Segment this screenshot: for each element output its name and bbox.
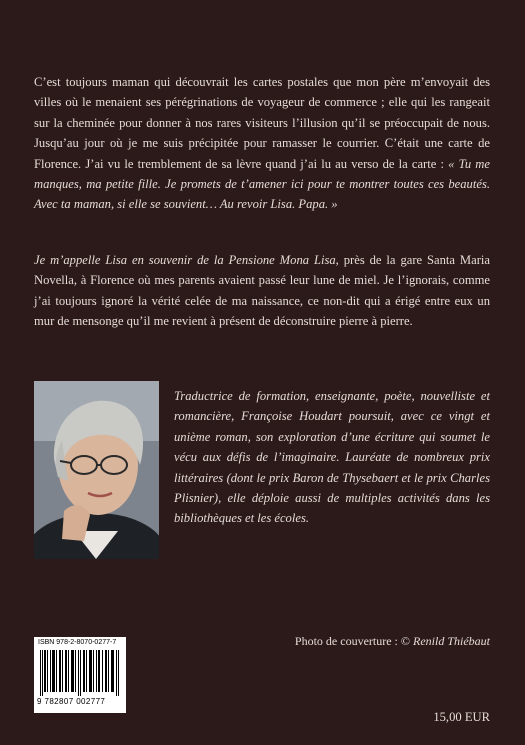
synopsis-text: C’est toujours maman qui découvrait les cartes postales que mon père m’envoyait des villes où le menaient ses pérégrinations de voyageur de commerce ; elle qui les rangeait sur la cheminée pour donner à nos rares visiteurs l’illusion qu’il se préoccupait de nous. Jusqu’au jour où je me suis précipitée pour ramasser le courrier. C’était une carte de Florence. J’ai vu le tremblement de sa lèvre quand j’ai lu au verso de la carte : (34, 75, 490, 171)
barcode-bars (40, 650, 120, 696)
pension-name: Pensione Mona Lisa (228, 253, 336, 267)
author-photo (34, 381, 159, 559)
synopsis-paragraph-1 (34, 72, 490, 215)
author-portrait-image (34, 381, 159, 559)
postcard-quote: « Tu me manques, ma petite fille. Je promets de t’amener ici pour te montrer toutes ces beautés. Avec ta maman, si elle se souvient… Au revoir Lisa. Papa. » (34, 156, 490, 212)
photo-credit-label: Photo de couverture : © (294, 634, 413, 648)
photo-credit (276, 634, 490, 649)
isbn-label: ISBN 978-2-8070-0277-7 (38, 639, 117, 646)
author-bio: Traductrice de formation, enseignante, poète, nouvelliste et romancière, Françoise Houdart poursuit, avec ce vingt et unième roman, son exploration d’une écriture qui soumet le vécu aux défis de l’imaginaire. Lauréate de nombreux prix littéraires (dont le prix Baron de Thysebaert et le prix Charles Plisnier), elle déploie aussi de multiples activités dans les bibliothèques et les écoles. (174, 389, 490, 526)
isbn-barcode (34, 637, 126, 713)
photographer-name: Renild Thiébaut (413, 634, 490, 648)
barcode-digits: 9 782807 002777 (37, 697, 106, 706)
synopsis-text: , près de la gare Santa Maria Novella, à Florence où mes parents avaient passé leur lune de miel. Je l’ignorais, comme j’ai toujours ignoré la vérité celée de ma naissance, ce non-dit qui a érigé entre eux un mur de mensonge qu’il me revient à présent de déconstruire pierre à pierre. (34, 253, 490, 329)
price: 15,00 EUR (433, 710, 490, 724)
synopsis-text: Je m’appelle Lisa en souvenir de la (34, 253, 229, 267)
synopsis-paragraph-2 (34, 250, 490, 332)
